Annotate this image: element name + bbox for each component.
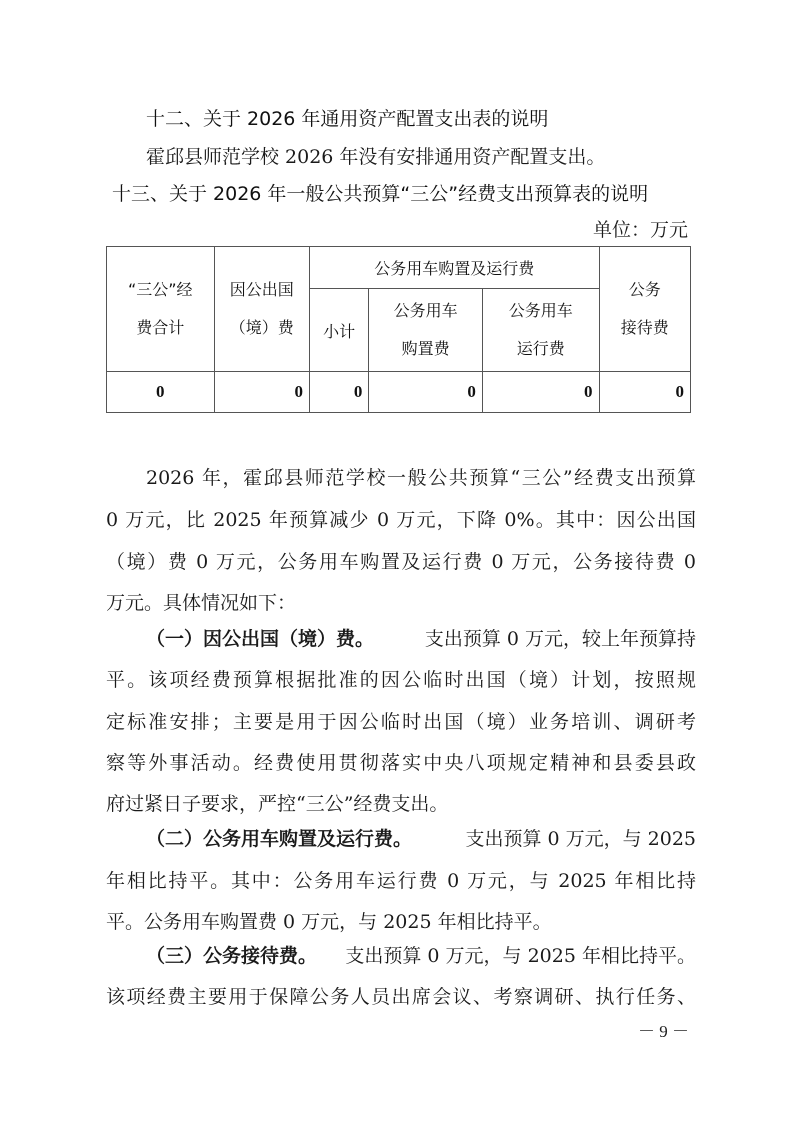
cell-subtotal: 0 [310,372,369,413]
three-public-expenses-table [106,246,691,413]
header-subtotal: 小计 [310,289,369,372]
header-abroad: 因公出国 （境）费 [214,247,309,372]
cell-total: 0 [107,372,215,413]
cell-reception: 0 [599,372,691,413]
item2-title: （二）公务用车购置及运行费。 [146,828,413,850]
section12-heading: 十二、关于 2026 年通用资产配置支出表的说明 [146,108,549,130]
unit-label: 单位：万元 [593,219,689,241]
section13-heading: 十三、关于 2026 年一般公共预算“三公”经费支出预算表的说明 [112,183,649,205]
item3-title: （三）公务接待费。 [146,945,318,967]
header-total: “三公”经 费合计 [107,247,215,372]
header-vehicle-purchase: 公务用车 购置费 [369,289,483,372]
section12-body: 霍邱县师范学校 2026 年没有安排通用资产配置支出。 [146,146,606,168]
header-vehicle-operation: 公务用车 运行费 [482,289,599,372]
cell-vehicle-operation: 0 [482,372,599,413]
cell-abroad: 0 [214,372,309,413]
header-vehicle-group: 公务用车购置及运行费 [310,247,599,289]
item1-title: （一）因公出国（境）费。 [146,628,375,650]
cell-vehicle-purchase: 0 [369,372,483,413]
page-number: － 9 － [638,1022,689,1041]
header-reception: 公务 接待费 [599,247,691,372]
table-row [107,372,691,413]
